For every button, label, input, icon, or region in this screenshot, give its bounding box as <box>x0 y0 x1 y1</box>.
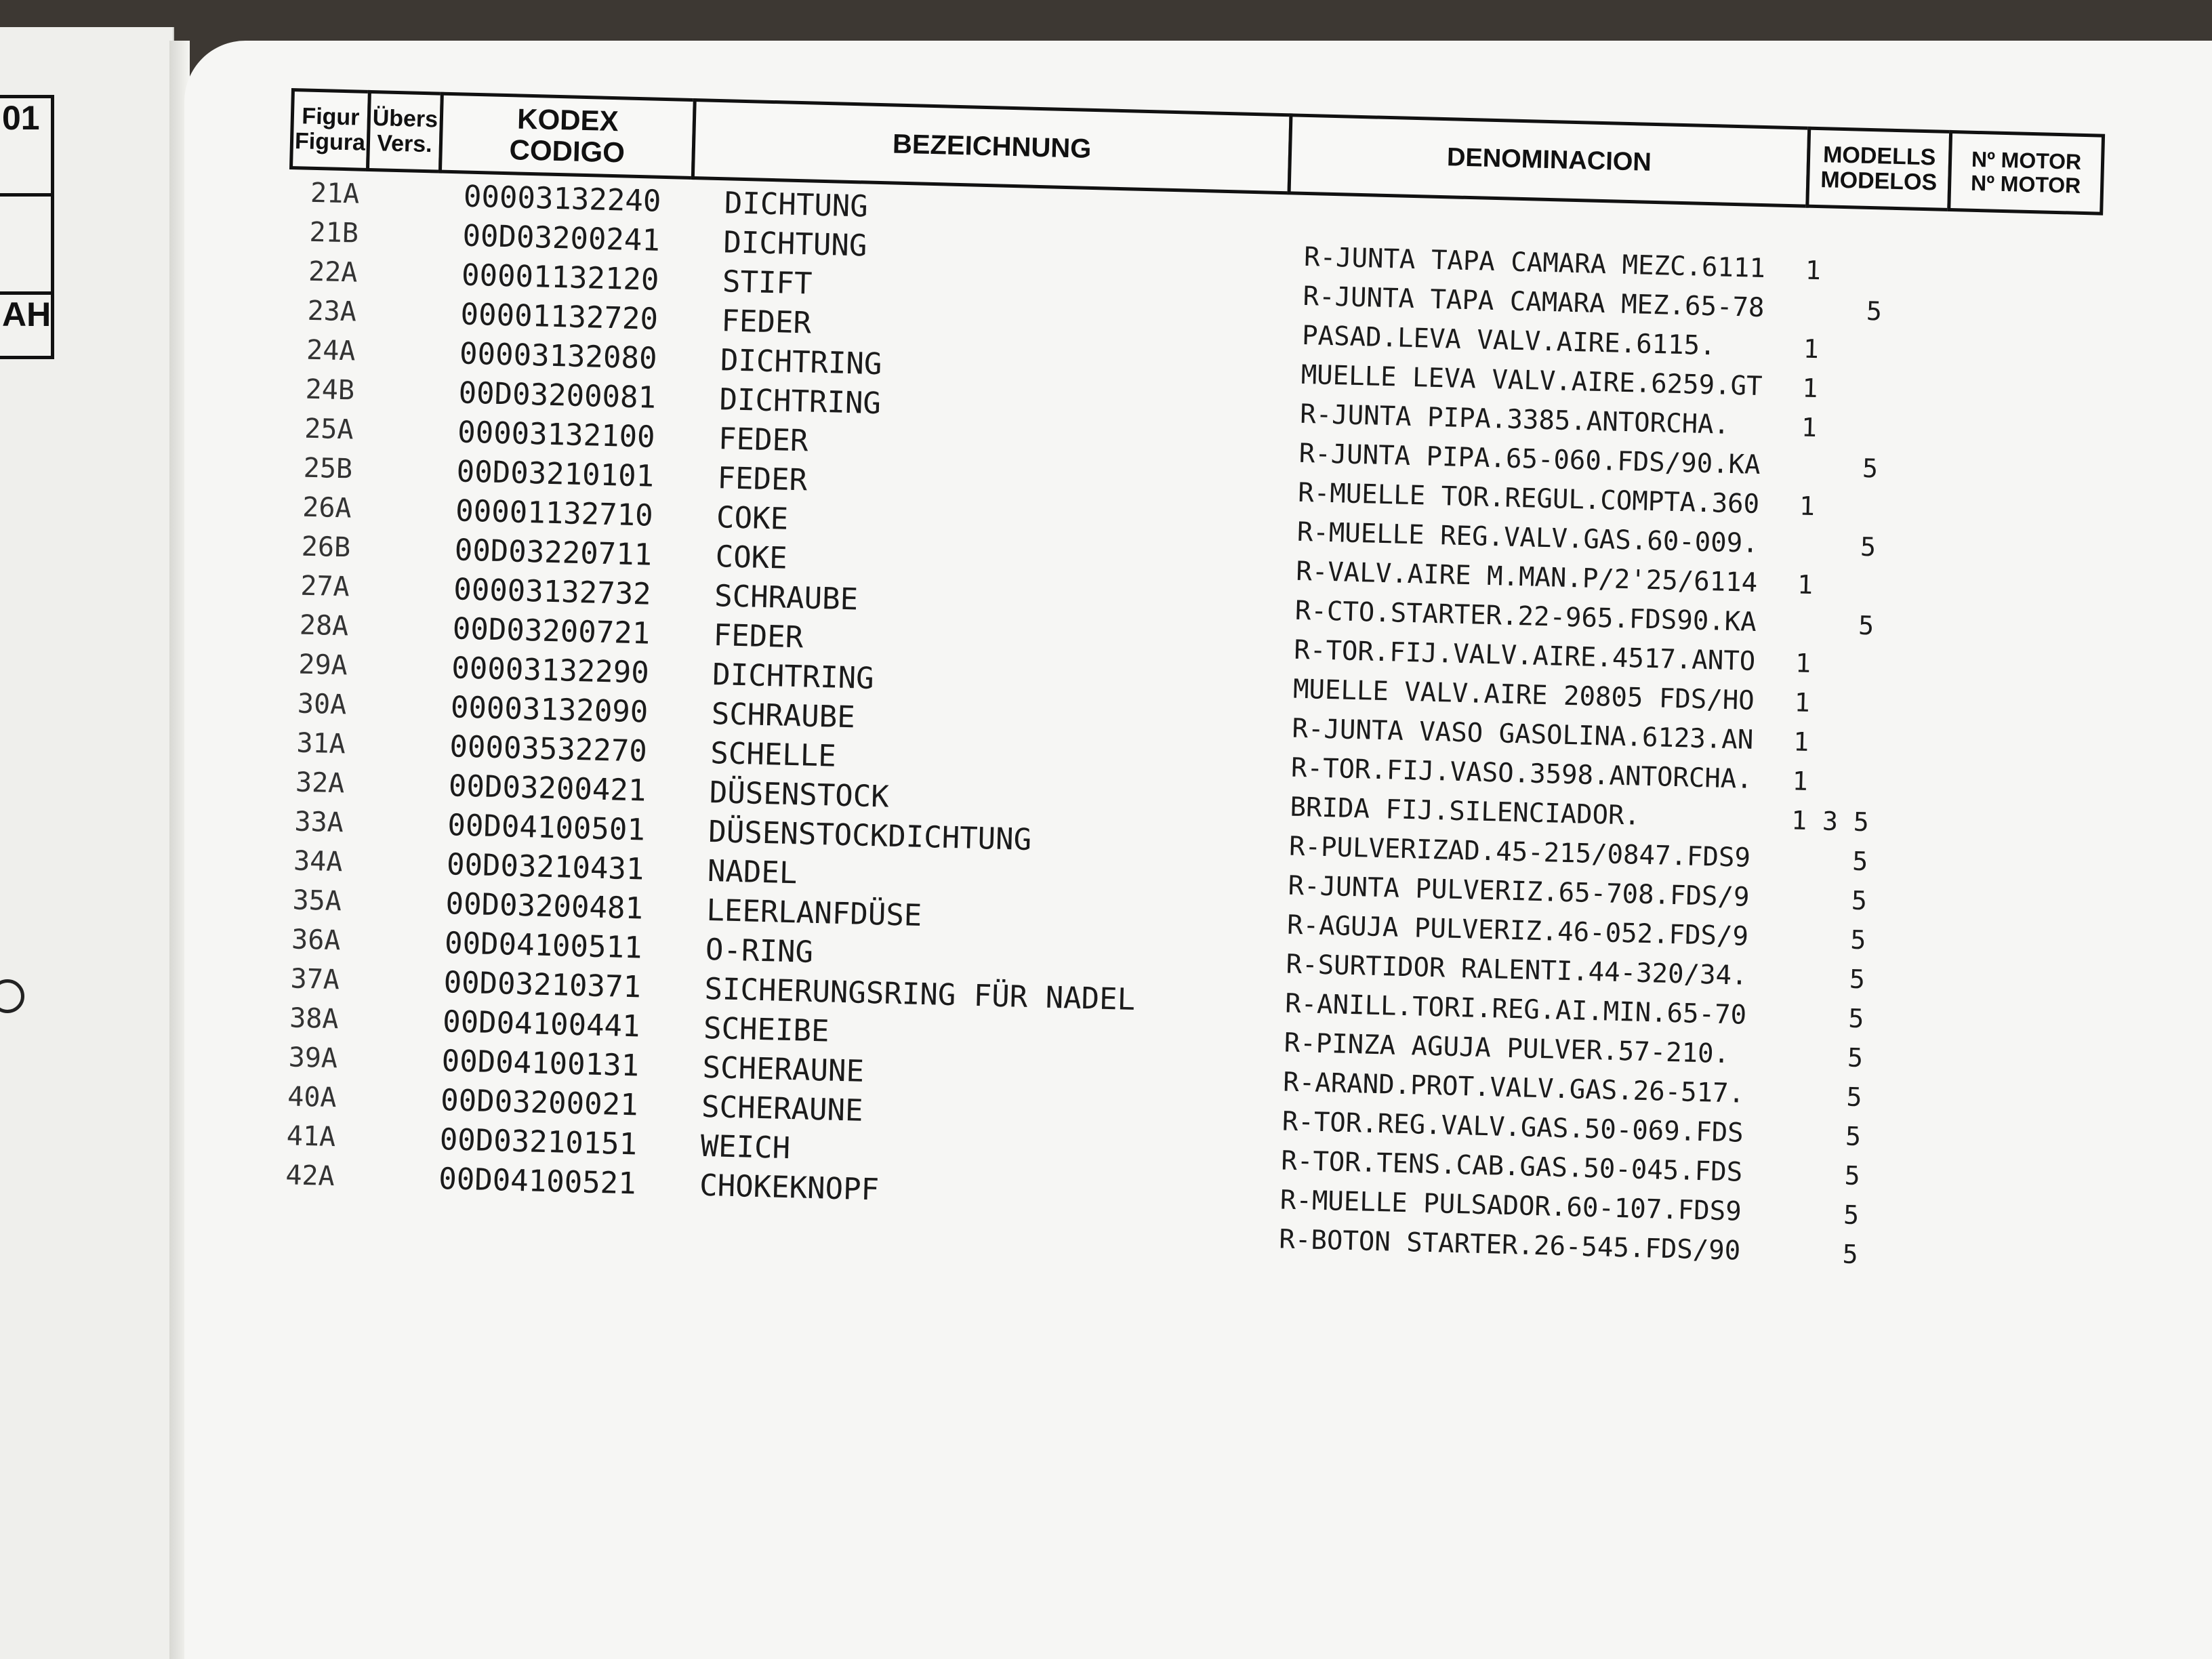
part-code: 00D03210151 <box>439 1122 638 1162</box>
description-de: DICHTUNG <box>724 186 869 224</box>
part-code: 00D04100441 <box>442 1004 641 1044</box>
description-es: R-ARAND.PROT.VALV.GAS.26-517. <box>1282 1067 1745 1109</box>
description-es: R-JUNTA TAPA CAMARA MEZC.6111 <box>1303 241 1766 285</box>
figure-number: 36A <box>291 924 342 957</box>
description-es: R-JUNTA PIPA.65-060.FDS/90.KA <box>1298 438 1761 481</box>
part-code: 00D03200081 <box>458 375 657 415</box>
description-es: R-MUELLE PULSADOR.60-107.FDS9 <box>1279 1185 1742 1227</box>
description-es: R-JUNTA PIPA.3385.ANTORCHA. <box>1299 398 1730 441</box>
model-applicability: 1 <box>1801 412 1818 443</box>
part-code: 00003532270 <box>449 729 648 769</box>
part-code: 00D03200481 <box>445 886 644 926</box>
model-applicability: 5 <box>1790 844 1868 877</box>
description-es: R-VALV.AIRE M.MAN.P/2'25/6114 <box>1295 556 1758 598</box>
model-applicability: 5 <box>1800 451 1879 484</box>
description-es: R-TOR.TENS.CAB.GAS.50-045.FDS <box>1280 1145 1743 1188</box>
figure-number: 39A <box>288 1042 338 1075</box>
figure-number: 29A <box>298 649 348 682</box>
description-es: R-JUNTA VASO GASOLINA.6123.AN <box>1291 713 1754 756</box>
description-de: FEDER <box>713 618 804 655</box>
model-applicability: 1 <box>1795 648 1811 679</box>
part-code: 00003132732 <box>453 572 652 612</box>
description-es: BRIDA FIJ.SILENCIADOR. <box>1290 792 1641 832</box>
description-de: COKE <box>715 539 788 576</box>
description-de: SCHRAUBE <box>711 696 856 735</box>
description-de: LEERLANFDÜSE <box>705 893 922 933</box>
parts-list-sheet <box>262 88 2121 1286</box>
description-es: R-MUELLE REG.VALV.GAS.60-009. <box>1296 516 1759 559</box>
description-es: R-TOR.REG.VALV.GAS.50-069.FDS <box>1282 1106 1744 1149</box>
header-denominacion: DENOMINACION <box>1287 113 1811 207</box>
model-applicability: 1 <box>1799 491 1816 522</box>
model-applicability: 1 <box>1801 373 1818 404</box>
part-code: 00D03200241 <box>462 218 661 258</box>
part-code: 00003132100 <box>457 415 656 455</box>
model-applicability: 1 <box>1803 333 1820 365</box>
model-applicability: 5 <box>1781 1198 1860 1231</box>
left-page <box>0 27 174 1659</box>
figure-number: 40A <box>287 1081 337 1114</box>
part-code: 00D03210101 <box>456 454 655 494</box>
figure-number: 30A <box>297 688 347 721</box>
figure-number: 32A <box>295 766 345 800</box>
description-de: DICHTRING <box>720 343 883 382</box>
header-uebers: Übers Vers. <box>366 90 444 173</box>
left-page-fragment <box>0 193 54 295</box>
description-de: CHOKEKNOPF <box>699 1168 880 1208</box>
part-code: 00003132240 <box>463 179 661 219</box>
model-applicability: 5 <box>1788 884 1868 916</box>
figure-number: 28A <box>299 609 349 642</box>
description-de: DICHTUNG <box>722 225 867 264</box>
description-es: R-TOR.FIJ.VALV.AIRE.4517.ANTO <box>1293 634 1756 677</box>
figure-number: 27A <box>300 570 350 603</box>
description-de: NADEL <box>707 853 798 891</box>
header-modells: MODELLS MODELOS <box>1805 127 1952 211</box>
left-page-fragment: 01 <box>0 95 54 197</box>
figure-number: 33A <box>294 806 344 839</box>
part-code: 00001132120 <box>461 258 660 298</box>
figure-number: 25A <box>304 413 354 446</box>
description-es: R-CTO.STARTER.22-965.FDS90.KA <box>1294 595 1757 638</box>
description-de: FEDER <box>720 304 812 341</box>
figure-number: 24A <box>306 334 356 367</box>
part-code: 00001132710 <box>455 493 654 533</box>
description-de: SCHELLE <box>710 735 837 774</box>
figure-number: 26B <box>301 531 351 564</box>
description-es: R-SURTIDOR RALENTI.44-320/34. <box>1286 949 1748 991</box>
description-es: R-BOTON STARTER.26-545.FDS/90 <box>1278 1224 1741 1267</box>
figure-number: 35A <box>292 884 342 918</box>
figure-number: 37A <box>290 963 340 996</box>
figure-number: 42A <box>285 1160 335 1193</box>
description-de: STIFT <box>722 264 813 302</box>
description-de: DÜSENSTOCKDICHTUNG <box>708 814 1032 857</box>
model-applicability: 5 <box>1796 609 1875 641</box>
part-code: 00D03200021 <box>440 1083 639 1123</box>
description-es: R-AGUJA PULVERIZ.46-052.FDS/9 <box>1286 909 1749 952</box>
description-es: R-JUNTA TAPA CAMARA MEZ.65-78 <box>1303 281 1765 324</box>
description-es: R-ANILL.TORI.REG.AI.MIN.65-70 <box>1284 988 1747 1031</box>
part-code: 00D03200721 <box>452 611 651 651</box>
description-de: DICHTRING <box>712 657 875 697</box>
model-applicability: 1 <box>1805 255 1822 286</box>
description-de: FEDER <box>718 422 809 459</box>
description-de: DICHTRING <box>718 382 882 422</box>
description-de: SCHERAUNE <box>701 1050 865 1089</box>
figure-number: 24B <box>305 373 355 407</box>
description-de: SICHERUNGSRING FÜR NADEL <box>703 971 1136 1017</box>
model-applicability: 5 <box>1788 923 1866 956</box>
model-applicability: 1 <box>1793 726 1809 757</box>
model-applicability: 5 <box>1786 1002 1864 1034</box>
description-de: SCHRAUBE <box>714 579 859 617</box>
figure-number: 26A <box>302 491 352 525</box>
model-applicability: 5 <box>1780 1237 1859 1270</box>
model-applicability: 5 <box>1786 962 1866 995</box>
header-kodex: KODEX CODIGO <box>438 92 697 180</box>
description-de: SCHERAUNE <box>701 1089 864 1128</box>
circle-symbol-icon <box>0 979 24 1013</box>
figure-number: 41A <box>286 1120 336 1153</box>
figure-number: 21B <box>309 216 359 249</box>
model-applicability: 5 <box>1783 1120 1862 1152</box>
part-code: 00D03210371 <box>443 965 642 1005</box>
header-motor: Nº MOTOR Nº MOTOR <box>1947 130 2105 216</box>
header-figur: Figur Figura <box>289 88 371 171</box>
description-de: FEDER <box>716 461 808 498</box>
description-de: WEICH <box>700 1128 791 1166</box>
figure-number: 22A <box>308 255 358 289</box>
description-es: R-JUNTA PULVERIZ.65-708.FDS/9 <box>1288 870 1750 913</box>
part-code: 00D03210431 <box>446 847 645 887</box>
part-code: 00D04100521 <box>438 1162 637 1202</box>
description-de: DÜSENSTOCK <box>709 775 890 815</box>
figure-number: 25B <box>303 452 353 485</box>
figure-number: 23A <box>307 295 357 328</box>
model-applicability: 5 <box>1785 1041 1864 1073</box>
description-es: R-PINZA AGUJA PULVER.57-210. <box>1284 1027 1730 1070</box>
model-applicability: 5 <box>1784 1080 1863 1113</box>
model-applicability: 1 <box>1792 766 1809 796</box>
part-code: 00D04100501 <box>447 808 646 848</box>
description-de: COKE <box>716 500 789 537</box>
part-code: 00D04100511 <box>444 926 643 966</box>
figure-number: 21A <box>310 177 360 210</box>
description-es: R-MUELLE TOR.REGUL.COMPTA.360 <box>1297 477 1760 520</box>
part-code: 00003132090 <box>450 690 649 730</box>
description-es: PASAD.LEVA VALV.AIRE.6115. <box>1301 320 1717 362</box>
part-code: 00D03200421 <box>448 769 647 808</box>
figure-number: 34A <box>293 845 343 878</box>
description-es: MUELLE LEVA VALV.AIRE.6259.GT <box>1300 359 1763 403</box>
figure-number: 38A <box>289 1002 340 1036</box>
part-code: 00D03220711 <box>454 533 653 573</box>
part-code: 00001132720 <box>459 297 659 337</box>
part-code: 00003132080 <box>459 336 658 376</box>
description-es: R-PULVERIZAD.45-215/0847.FDS9 <box>1288 831 1751 874</box>
model-applicability: 5 <box>1803 294 1883 327</box>
description-de: SCHEIBE <box>703 1010 830 1049</box>
header-bezeichnung: BEZEICHNUNG <box>691 98 1293 194</box>
left-page-fragment: AH <box>0 291 54 359</box>
model-applicability: 5 <box>1782 1159 1861 1191</box>
description-de: O-RING <box>705 932 814 970</box>
model-applicability: 1 3 5 <box>1790 805 1870 838</box>
part-code: 00D04100131 <box>441 1044 640 1084</box>
figure-number: 31A <box>295 727 346 760</box>
model-applicability: 5 <box>1798 530 1877 562</box>
part-code: 00003132290 <box>451 651 650 691</box>
description-es: R-TOR.FIJ.VASO.3598.ANTORCHA. <box>1290 752 1753 795</box>
model-applicability: 1 <box>1794 687 1811 718</box>
description-es: MUELLE VALV.AIRE 20805 FDS/HO <box>1292 674 1755 716</box>
model-applicability: 1 <box>1797 569 1814 600</box>
